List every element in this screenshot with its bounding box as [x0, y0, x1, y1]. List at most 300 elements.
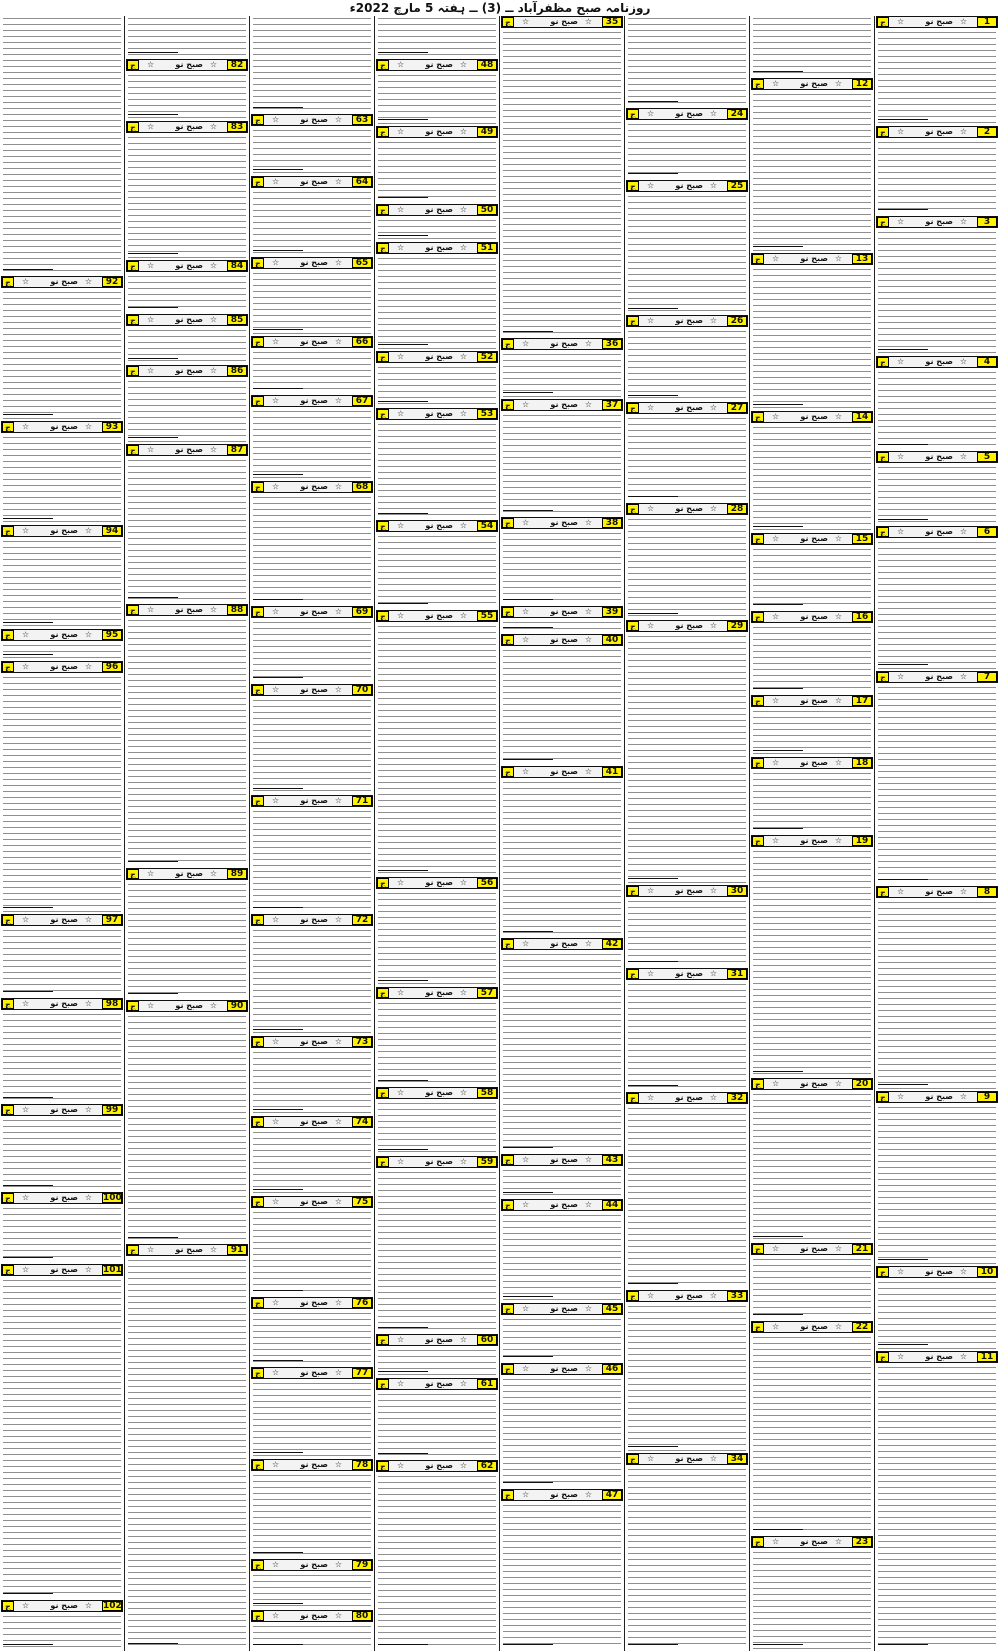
ad-header — [751, 78, 873, 90]
ad-number: 63 — [352, 115, 372, 125]
classified-ad — [375, 1087, 499, 1156]
classified-ad — [250, 1036, 374, 1116]
star-icon: ☆ — [272, 115, 280, 124]
ad-mark: ج — [252, 337, 264, 347]
ad-mark: ج — [377, 243, 389, 253]
ad-mark: ج — [502, 518, 514, 528]
ad-brand: صبح نو — [175, 445, 203, 454]
star-icon: ☆ — [334, 915, 342, 924]
classified-ad — [375, 610, 499, 877]
ad-header — [126, 868, 248, 880]
ad-number: 50 — [477, 205, 497, 215]
star-icon: ☆ — [647, 504, 655, 513]
ad-brand: صبح نو — [550, 767, 578, 776]
ad-mark: ج — [252, 915, 264, 925]
classified-ad — [375, 351, 499, 408]
ad-number: 72 — [352, 915, 372, 925]
ad-brand: صبح نو — [425, 1335, 453, 1344]
ad-header — [376, 1378, 498, 1390]
column-rule — [874, 16, 875, 1651]
ad-text-block — [628, 418, 746, 501]
ad-brand: صبح نو — [425, 205, 453, 214]
ad-header — [126, 314, 248, 326]
ad-divider — [378, 870, 428, 877]
classified-ad — [500, 1363, 624, 1489]
ad-brand: صبح نو — [550, 339, 578, 348]
ad-header — [751, 835, 873, 847]
ad-number: 57 — [477, 988, 497, 998]
ad-divider — [503, 1356, 553, 1363]
classified-ad — [250, 336, 374, 395]
ad-divider — [503, 759, 553, 766]
star-icon: ☆ — [959, 452, 967, 461]
ad-text-block — [253, 1132, 371, 1194]
star-icon: ☆ — [397, 409, 405, 418]
ad-text-block — [628, 984, 746, 1090]
ad-brand: صبح نو — [50, 526, 78, 535]
ad-number: 98 — [102, 999, 122, 1009]
star-icon: ☆ — [584, 518, 592, 527]
ad-text-block — [253, 18, 371, 112]
ad-header — [751, 253, 873, 265]
ad-number: 59 — [477, 1157, 497, 1167]
star-icon: ☆ — [272, 1197, 280, 1206]
star-icon: ☆ — [22, 1193, 30, 1202]
ad-header — [376, 351, 498, 363]
ad-divider — [378, 197, 428, 204]
ad-brand: صبح نو — [300, 177, 328, 186]
ad-divider — [753, 604, 803, 611]
ad-brand: صبح نو — [425, 1088, 453, 1097]
ad-divider — [253, 907, 303, 914]
ad-text-block — [878, 467, 996, 524]
ad-mark: ج — [752, 534, 764, 544]
classified-ad — [625, 620, 749, 885]
star-icon: ☆ — [84, 1193, 92, 1202]
star-icon: ☆ — [959, 672, 967, 681]
ad-header — [626, 620, 748, 632]
classified-ad — [375, 204, 499, 242]
ad-brand: صبح نو — [550, 17, 578, 26]
ad-mark: ج — [627, 1093, 639, 1103]
classified-ad — [250, 114, 374, 176]
ad-header — [1, 998, 123, 1010]
ad-number: 52 — [477, 352, 497, 362]
star-icon: ☆ — [709, 1093, 717, 1102]
ad-brand: صبح نو — [175, 261, 203, 270]
ad-header — [876, 216, 998, 228]
ad-mark: ج — [377, 1088, 389, 1098]
ad-brand: صبح نو — [175, 1245, 203, 1254]
ad-divider — [753, 1236, 803, 1243]
ad-text-block — [628, 18, 746, 106]
star-icon: ☆ — [334, 337, 342, 346]
ad-header — [251, 336, 373, 348]
classified-ad — [0, 421, 124, 525]
star-icon: ☆ — [272, 685, 280, 694]
ad-text-block — [503, 954, 621, 1152]
ad-mark: ج — [502, 767, 514, 777]
star-icon: ☆ — [272, 482, 280, 491]
classified-ad — [625, 180, 749, 315]
ad-brand: صبح نو — [300, 1197, 328, 1206]
classified-ad — [875, 451, 999, 526]
ad-brand: صبح نو — [800, 412, 828, 421]
ad-mark: ج — [252, 1368, 264, 1378]
star-icon: ☆ — [772, 412, 780, 421]
ad-text-block — [753, 427, 871, 531]
ad-divider — [3, 622, 53, 629]
star-icon: ☆ — [147, 869, 155, 878]
star-icon: ☆ — [522, 339, 530, 348]
ad-brand: صبح نو — [425, 521, 453, 530]
ad-divider — [378, 1644, 428, 1651]
ad-brand: صبح نو — [175, 366, 203, 375]
ad-brand: صبح نو — [925, 672, 953, 681]
ad-text-block — [128, 381, 246, 442]
ad-divider — [628, 308, 678, 315]
ad-number: 53 — [477, 409, 497, 419]
star-icon: ☆ — [459, 1335, 467, 1344]
ad-number: 26 — [727, 316, 747, 326]
ad-mark: ج — [252, 1298, 264, 1308]
ad-text-block — [503, 1379, 621, 1487]
ad-divider — [878, 664, 928, 671]
star-icon: ☆ — [834, 836, 842, 845]
classified-ad — [125, 604, 249, 868]
ad-divider — [378, 119, 428, 126]
star-icon: ☆ — [584, 635, 592, 644]
ad-text-block — [878, 232, 996, 354]
ad-divider — [878, 209, 928, 216]
ad-brand: صبح نو — [800, 1244, 828, 1253]
star-icon: ☆ — [22, 630, 30, 639]
ad-divider — [128, 114, 178, 121]
ad-brand: صبح نو — [50, 630, 78, 639]
ad-header — [751, 1078, 873, 1090]
ad-divider — [378, 1149, 428, 1156]
ad-header — [126, 365, 248, 377]
ad-text-block — [253, 811, 371, 912]
ad-header — [251, 481, 373, 493]
ad-brand: صبح نو — [800, 254, 828, 263]
star-icon: ☆ — [897, 1092, 905, 1101]
ad-header — [251, 1459, 373, 1471]
ad-number: 42 — [602, 939, 622, 949]
classified-ad — [500, 1199, 624, 1303]
ad-text-block — [628, 1469, 746, 1649]
ad-divider — [628, 613, 678, 620]
ad-column — [250, 16, 374, 1651]
ad-text-block — [3, 677, 121, 912]
ad-header — [376, 610, 498, 622]
ad-divider — [3, 654, 53, 661]
star-icon: ☆ — [459, 988, 467, 997]
ad-brand: صبح نو — [550, 1200, 578, 1209]
star-icon: ☆ — [584, 607, 592, 616]
ad-number: 2 — [977, 127, 997, 137]
star-icon: ☆ — [834, 412, 842, 421]
classified-ad — [875, 1351, 999, 1651]
star-icon: ☆ — [459, 611, 467, 620]
ad-number: 62 — [477, 1461, 497, 1471]
ad-header — [126, 260, 248, 272]
star-icon: ☆ — [772, 836, 780, 845]
classified-ad — [625, 315, 749, 402]
ad-text-block — [3, 18, 121, 274]
ad-text-block — [628, 124, 746, 178]
star-icon: ☆ — [584, 1200, 592, 1209]
ad-text-block — [253, 273, 371, 334]
ad-divider — [753, 828, 803, 835]
classified-ad — [500, 1489, 624, 1651]
ad-brand: صبح نو — [50, 915, 78, 924]
star-icon: ☆ — [334, 796, 342, 805]
star-icon: ☆ — [834, 1322, 842, 1331]
ad-text-block — [378, 536, 496, 608]
ad-brand: صبح نو — [800, 1079, 828, 1088]
ad-text-block — [3, 541, 121, 627]
ad-brand: صبح نو — [675, 621, 703, 630]
ad-header — [626, 1092, 748, 1104]
classified-ad — [250, 795, 374, 914]
ad-header — [626, 503, 748, 515]
star-icon: ☆ — [709, 1291, 717, 1300]
ad-number: 6 — [977, 527, 997, 537]
classified-ad — [375, 1460, 499, 1651]
ad-number: 97 — [102, 915, 122, 925]
ad-mark: ج — [752, 1244, 764, 1254]
star-icon: ☆ — [522, 767, 530, 776]
star-icon: ☆ — [647, 1454, 655, 1463]
ad-brand: صبح نو — [800, 1322, 828, 1331]
ad-divider — [253, 1109, 303, 1116]
ad-mark: ج — [752, 1537, 764, 1547]
ad-header — [876, 526, 998, 538]
ad-brand: صبح نو — [300, 1611, 328, 1620]
ad-divider — [128, 597, 178, 604]
star-icon: ☆ — [709, 886, 717, 895]
classified-ad — [0, 629, 124, 661]
star-icon: ☆ — [334, 115, 342, 124]
ad-number: 56 — [477, 878, 497, 888]
star-icon: ☆ — [147, 261, 155, 270]
star-icon: ☆ — [84, 662, 92, 671]
star-icon: ☆ — [584, 1490, 592, 1499]
ad-mark: ج — [252, 1460, 264, 1470]
star-icon: ☆ — [709, 181, 717, 190]
ad-brand: صبح نو — [675, 181, 703, 190]
classified-ad — [250, 914, 374, 1036]
star-icon: ☆ — [897, 527, 905, 536]
classified-ad — [125, 314, 249, 365]
ad-brand: صبح نو — [425, 352, 453, 361]
star-icon: ☆ — [272, 796, 280, 805]
ad-number: 34 — [727, 1454, 747, 1464]
ad-divider — [378, 1371, 428, 1378]
ad-column — [500, 16, 624, 1651]
star-icon: ☆ — [209, 445, 217, 454]
ad-divider — [753, 526, 803, 533]
classified-ad — [125, 16, 249, 59]
ad-text-block — [378, 75, 496, 124]
ad-column — [750, 16, 874, 1651]
ad-mark: ج — [252, 482, 264, 492]
ad-mark: ج — [377, 1379, 389, 1389]
star-icon: ☆ — [84, 422, 92, 431]
ad-number: 35 — [602, 17, 622, 27]
ad-brand: صبح نو — [800, 758, 828, 767]
ad-divider — [128, 1237, 178, 1244]
ad-mark: ج — [627, 969, 639, 979]
ad-mark: ج — [377, 611, 389, 621]
ad-text-block — [128, 75, 246, 119]
ad-mark: ج — [2, 422, 14, 432]
classified-ad — [250, 481, 374, 606]
ad-number: 87 — [227, 445, 247, 455]
ad-divider — [128, 437, 178, 444]
ad-number: 67 — [352, 396, 372, 406]
star-icon: ☆ — [897, 217, 905, 226]
column-rule — [124, 16, 125, 1651]
ad-number: 85 — [227, 315, 247, 325]
ad-header — [376, 987, 498, 999]
ad-header — [126, 121, 248, 133]
ad-header — [1, 1104, 123, 1116]
ad-header — [501, 606, 623, 618]
ad-number: 7 — [977, 672, 997, 682]
ad-divider — [253, 388, 303, 395]
ad-brand: صبح نو — [550, 400, 578, 409]
ad-divider — [878, 1084, 928, 1091]
star-icon: ☆ — [334, 1037, 342, 1046]
ad-mark: ج — [752, 1079, 764, 1089]
classified-ad — [750, 695, 874, 757]
ad-divider — [253, 1452, 303, 1459]
classified-ad — [0, 1192, 124, 1264]
ad-divider — [128, 253, 178, 260]
ad-text-block — [128, 137, 246, 258]
ad-divider — [878, 519, 928, 526]
ad-number: 46 — [602, 1364, 622, 1374]
ad-text-block — [378, 1172, 496, 1332]
ad-column — [625, 16, 749, 1651]
ad-mark: ج — [2, 277, 14, 287]
star-icon: ☆ — [772, 1537, 780, 1546]
classified-ad — [125, 1000, 249, 1244]
ad-mark: ج — [752, 612, 764, 622]
star-icon: ☆ — [959, 527, 967, 536]
ad-brand: صبح نو — [925, 1092, 953, 1101]
ad-header — [376, 1156, 498, 1168]
classified-ad — [250, 1559, 374, 1610]
ad-mark: ج — [627, 1454, 639, 1464]
ad-divider — [753, 1071, 803, 1078]
ad-brand: صبح نو — [800, 79, 828, 88]
classified-ad — [750, 1321, 874, 1536]
star-icon: ☆ — [272, 1560, 280, 1569]
classified-ad — [125, 121, 249, 260]
ad-number: 80 — [352, 1611, 372, 1621]
ad-mark: ج — [627, 1291, 639, 1301]
ad-text-block — [753, 94, 871, 251]
star-icon: ☆ — [84, 277, 92, 286]
ad-number: 100 — [103, 1193, 122, 1203]
ad-divider — [378, 603, 428, 610]
star-icon: ☆ — [272, 915, 280, 924]
classified-ad — [875, 886, 999, 1091]
ad-divider — [878, 1344, 928, 1351]
ad-header — [376, 877, 498, 889]
ad-text-block — [628, 196, 746, 313]
ad-mark: ج — [252, 115, 264, 125]
ad-number: 1 — [977, 17, 997, 27]
star-icon: ☆ — [772, 1322, 780, 1331]
classified-ad — [250, 1196, 374, 1297]
ad-mark: ج — [252, 796, 264, 806]
star-icon: ☆ — [334, 258, 342, 267]
ad-number: 29 — [727, 621, 747, 631]
classified-ad — [500, 16, 624, 338]
ad-text-block — [128, 620, 246, 866]
star-icon: ☆ — [772, 1079, 780, 1088]
ad-text-block — [378, 1394, 496, 1458]
ad-header — [751, 411, 873, 423]
ad-header — [751, 1536, 873, 1548]
ad-divider — [628, 961, 678, 968]
ad-brand: صبح نو — [675, 1093, 703, 1102]
star-icon: ☆ — [959, 887, 967, 896]
ad-number: 15 — [852, 534, 872, 544]
ad-header — [376, 1334, 498, 1346]
star-icon: ☆ — [897, 887, 905, 896]
star-icon: ☆ — [272, 1117, 280, 1126]
ad-brand: صبح نو — [300, 1037, 328, 1046]
star-icon: ☆ — [959, 1092, 967, 1101]
ad-header — [501, 1199, 623, 1211]
ad-header — [251, 114, 373, 126]
star-icon: ☆ — [834, 1244, 842, 1253]
ad-divider — [378, 980, 428, 987]
ad-brand: صبح نو — [50, 422, 78, 431]
ad-header — [626, 108, 748, 120]
star-icon: ☆ — [334, 1611, 342, 1620]
ad-divider — [378, 1080, 428, 1087]
star-icon: ☆ — [459, 1157, 467, 1166]
ad-brand: صبح نو — [300, 337, 328, 346]
ad-number: 30 — [727, 886, 747, 896]
ad-brand: صبح نو — [425, 409, 453, 418]
classified-ad — [625, 16, 749, 108]
ad-mark: ج — [877, 217, 889, 227]
ad-mark: ج — [502, 1490, 514, 1500]
ad-header — [251, 606, 373, 618]
star-icon: ☆ — [647, 969, 655, 978]
star-icon: ☆ — [84, 1265, 92, 1274]
ad-header — [876, 126, 998, 138]
ad-divider — [628, 1644, 678, 1651]
ad-mark: ج — [252, 607, 264, 617]
ad-brand: صبح نو — [300, 258, 328, 267]
ad-text-block — [3, 1120, 121, 1190]
star-icon: ☆ — [772, 254, 780, 263]
ad-divider — [128, 307, 178, 314]
star-icon: ☆ — [709, 504, 717, 513]
ad-mark: ج — [877, 1267, 889, 1277]
star-icon: ☆ — [959, 1267, 967, 1276]
star-icon: ☆ — [147, 1001, 155, 1010]
star-icon: ☆ — [334, 685, 342, 694]
